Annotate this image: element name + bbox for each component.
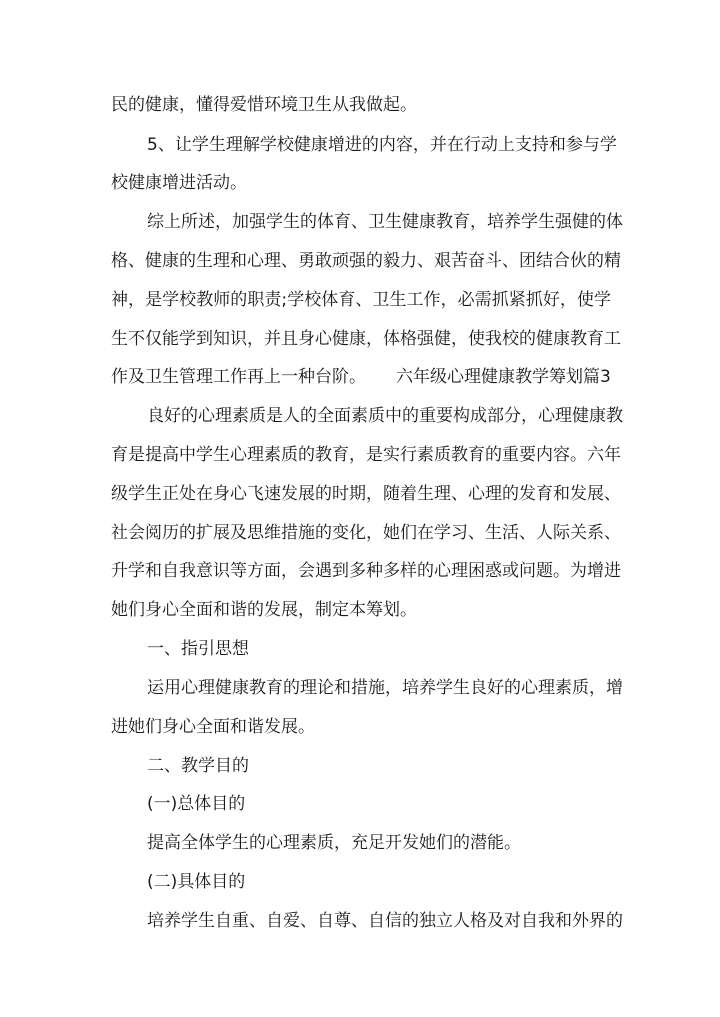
text-line: 作及卫生管理工作再上一种台阶。 [111, 367, 366, 387]
text-line: 民的健康，懂得爱惜环境卫生从我做起。 [111, 95, 417, 115]
text-line: 级学生正处在身心飞速发展的时期，随着生理、心理的发育和发展、 [111, 484, 621, 504]
text-line: 校健康增进活动。 [111, 173, 247, 193]
subheading-specific-goal: (二)具体目的 [147, 872, 246, 892]
text-line: 升学和自我意识等方面，会遇到多种多样的心理困惑或问题。为增进 [111, 561, 621, 581]
text-line: 育是提高中学生心理素质的教育，是实行素质教育的重要内容。六年 [111, 445, 621, 465]
text-line: 社会阅历的扩展及思维措施的变化，她们在学习、生活、人际关系、 [111, 523, 621, 543]
text-line: 神，是学校教师的职责;学校体育、卫生工作，必需抓紧抓好，使学 [111, 290, 611, 310]
text-line: 提高全体学生的心理素质，充足开发她们的潜能。 [147, 833, 521, 853]
heading-guiding-thought: 一、指引思想 [147, 639, 249, 659]
text-line: 5、让学生理解学校健康增进的内容，并在行动上支持和参与学 [147, 135, 617, 155]
text-line: 运用心理健康教育的理论和措施，培养学生良好的心理素质，增 [147, 678, 623, 698]
text-line: 综上所述，加强学生的体育、卫生健康教育，培养学生强健的体 [147, 212, 623, 232]
text-line: 她们身心全面和谐的发展，制定本筹划。 [111, 600, 417, 620]
heading-teaching-goals: 二、教学目的 [147, 756, 249, 776]
subheading-overall-goal: (一)总体目的 [147, 794, 246, 814]
text-line: 培养学生自重、自爱、自尊、自信的独立人格及对自我和外界的 [147, 911, 623, 931]
text-line: 生不仅能学到知识，并且身心健康，体格强健，使我校的健康教育工 [111, 329, 621, 349]
text-line: 进她们身心全面和谐发展。 [111, 717, 315, 737]
text-line: 良好的心理素质是人的全面素质中的重要构成部分，心理健康教 [147, 406, 623, 426]
section-heading: 六年级心理健康教学筹划篇3 [396, 367, 611, 387]
text-line: 格、健康的生理和心理、勇敢顽强的毅力、艰苦奋斗、团结合伙的精 [111, 251, 621, 271]
